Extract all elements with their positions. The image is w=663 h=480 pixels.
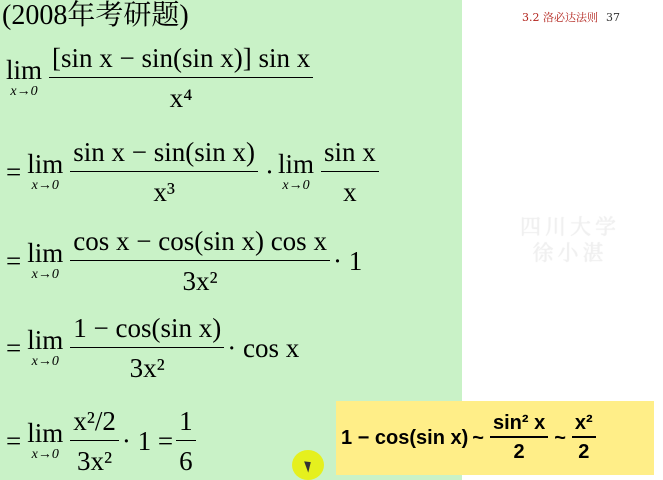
equals-sign: =	[6, 425, 22, 456]
fraction	[49, 42, 313, 114]
denominator: 3x²	[182, 266, 218, 296]
equivalence-callout	[336, 401, 654, 475]
problem-title: (2008年考研题)	[2, 0, 189, 31]
numerator: sin² x	[490, 410, 548, 438]
multiplier: · 1	[332, 245, 363, 276]
fraction	[70, 312, 224, 384]
limit-operator	[27, 237, 64, 283]
callout-lhs: 1 − cos(sin x)	[341, 426, 469, 449]
limit-operator	[6, 54, 43, 100]
denominator: x⁴	[169, 83, 193, 113]
denominator: 3x²	[77, 446, 113, 476]
page-number: 37	[606, 11, 620, 24]
lim-word: lim	[27, 324, 64, 355]
step-4	[6, 312, 299, 384]
limit-operator	[27, 148, 64, 194]
tilde-sign: ~	[472, 426, 484, 449]
lim-word: lim	[27, 237, 64, 268]
limit-operator	[278, 148, 315, 194]
watermark	[520, 214, 620, 266]
tilde-sign: ~	[554, 426, 566, 449]
watermark-line-1: 四川大学	[520, 215, 620, 239]
step-5	[6, 405, 199, 477]
numerator: sin x − sin(sin x)	[70, 136, 258, 172]
step-1	[6, 42, 316, 114]
numerator: x²/2	[70, 405, 119, 441]
lim-subscript: x→0	[31, 353, 59, 369]
denominator: x³	[153, 177, 175, 207]
numerator: [sin x − sin(sin x)] sin x	[49, 42, 313, 78]
denominator: 6	[179, 446, 193, 476]
lim-word: lim	[6, 54, 43, 85]
lim-word: lim	[278, 148, 315, 179]
callout-fraction	[490, 410, 548, 466]
numerator: cos x − cos(sin x) cos x	[70, 225, 330, 261]
numerator: 1 − cos(sin x)	[70, 312, 224, 348]
lim-subscript: x→0	[31, 177, 59, 193]
watermark-line-2: 徐小湛	[532, 241, 608, 265]
multiplier: · cos x	[227, 332, 300, 363]
lim-subscript: x→0	[31, 266, 59, 282]
numerator: sin x	[321, 136, 379, 172]
fraction	[70, 405, 119, 477]
fraction	[321, 136, 379, 208]
numerator: 1	[176, 405, 196, 441]
step-3	[6, 225, 362, 297]
denominator: x	[343, 177, 357, 207]
section-header	[522, 9, 620, 25]
equals-sign: =	[6, 245, 22, 276]
denominator: 2	[513, 441, 525, 463]
equals-sign: =	[6, 156, 22, 187]
fraction	[70, 136, 258, 208]
step-2	[6, 136, 382, 208]
lim-word: lim	[27, 417, 64, 448]
fraction	[70, 225, 330, 297]
lim-word: lim	[27, 148, 64, 179]
limit-operator	[27, 324, 64, 370]
section-title: 3.2 洛必达法则	[522, 11, 598, 24]
lim-subscript: x→0	[10, 83, 38, 99]
multiplier: · 1 =	[121, 425, 174, 456]
callout-fraction	[572, 410, 596, 466]
lim-subscript: x→0	[31, 446, 59, 462]
multiply-dot: ·	[265, 156, 274, 187]
numerator: x²	[572, 410, 596, 438]
limit-operator	[27, 417, 64, 463]
denominator: 3x²	[129, 353, 165, 383]
result-fraction	[176, 405, 196, 477]
equals-sign: =	[6, 332, 22, 363]
denominator: 2	[578, 441, 590, 463]
lim-subscript: x→0	[282, 177, 310, 193]
